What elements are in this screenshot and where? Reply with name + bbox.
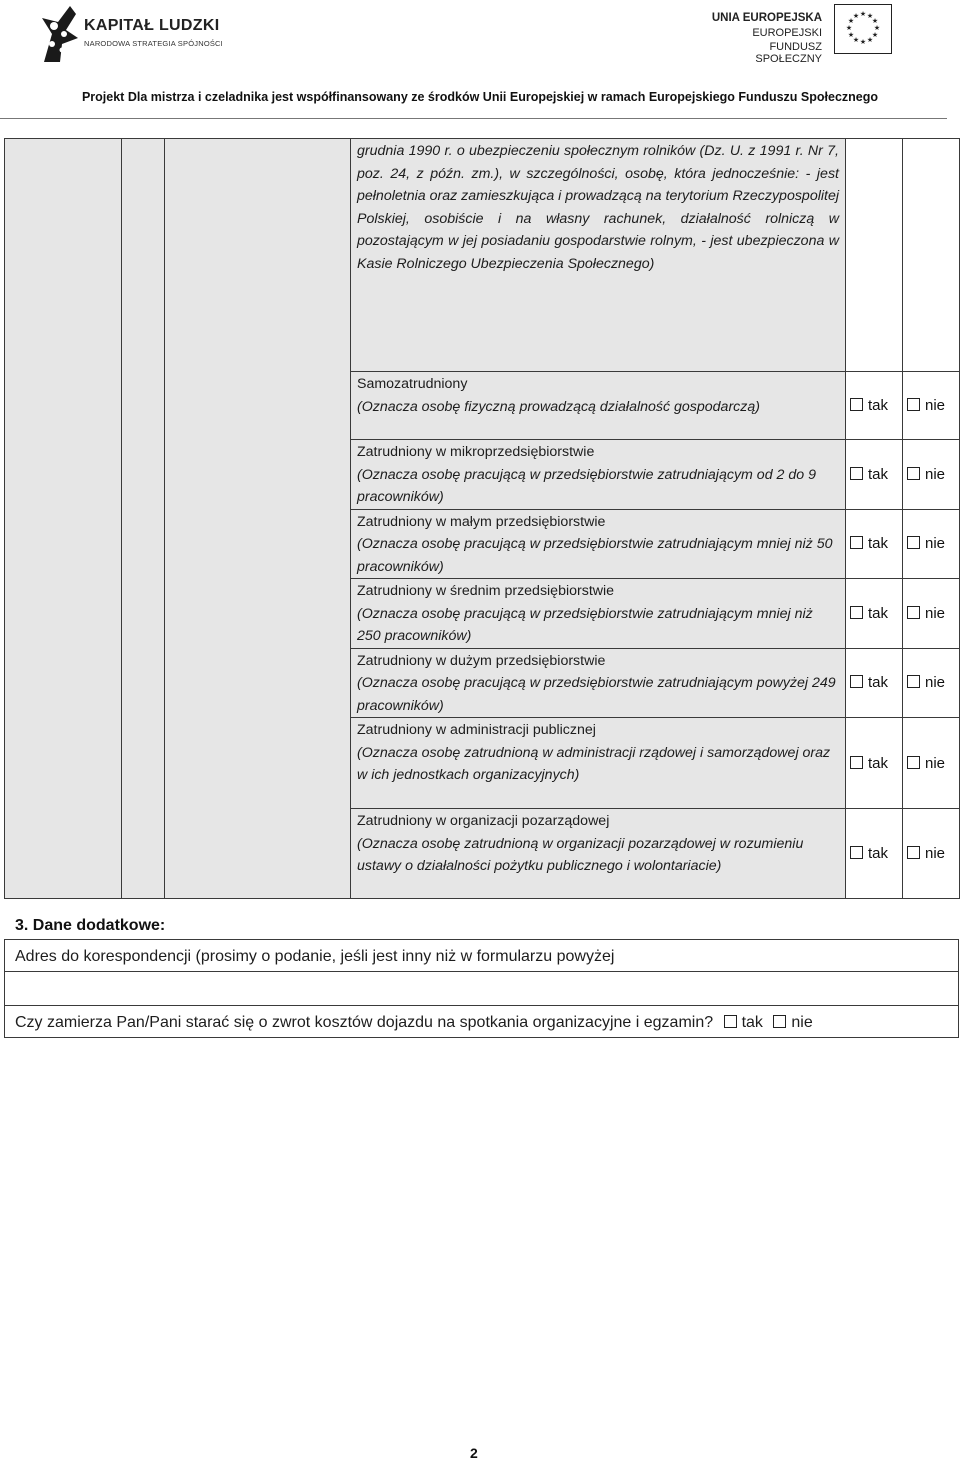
svg-text:★: ★: [871, 31, 879, 39]
option-description: (Oznacza osobę pracującą w przedsiębiorstwie zatrudniającym od 2 do 9 pracowników): [357, 466, 816, 505]
yes-label: tak: [868, 535, 889, 553]
option-description: (Oznacza osobę zatrudnioną w administracji rządowej i samorządowej oraz w ich jednostkach organizacyjnych): [357, 744, 831, 783]
no-option[interactable]: [903, 648, 960, 718]
category-cell: [165, 139, 351, 899]
option-label-cell: [351, 718, 846, 809]
checkbox-icon[interactable]: [907, 756, 920, 769]
svg-text:★: ★: [852, 12, 860, 20]
option-label-cell: [351, 372, 846, 440]
option-label-cell: [351, 648, 846, 718]
address-field[interactable]: [5, 972, 959, 1006]
option-title: Zatrudniony w średnim przedsiębiorstwie: [357, 583, 615, 599]
option-description: (Oznacza osobę zatrudnioną w organizacji pozarządowej w rozumieniu ustawy o działalności pożytku publicznego i wolontariacie): [357, 835, 804, 874]
travel-cost-question: Czy zamierza Pan/Pani starać się o zwrot kosztów dojazdu na spotkania organizacyjne i egzamin?: [15, 1013, 714, 1031]
yes-option[interactable]: [846, 440, 903, 510]
yes-label: tak: [868, 754, 889, 772]
checkbox-icon[interactable]: [907, 675, 920, 688]
option-title: Zatrudniony w dużym przedsiębiorstwie: [357, 652, 606, 669]
svg-text:★: ★: [847, 31, 855, 39]
no-label: nie: [925, 604, 946, 622]
checkbox-icon[interactable]: [850, 536, 863, 549]
option-description: (Oznacza osobę pracującą w przedsiębiorstwie zatrudniającym powyżej 249 pracowników): [357, 675, 836, 714]
no-label: nie: [925, 397, 946, 414]
checkbox-icon[interactable]: [850, 606, 863, 619]
svg-text:★: ★: [852, 36, 860, 44]
no-label: nie: [791, 1013, 813, 1031]
checkbox-icon[interactable]: [907, 536, 920, 549]
checkbox-icon[interactable]: [907, 398, 920, 411]
additional-data-table: [4, 939, 959, 1038]
continued-description-text: grudnia 1990 r. o ubezpieczeniu społecznym rolników (Dz. U. z 1991 r. Nr 7, poz. 24, z późn. zm.), w szczególności, osobę, która jednocześnie: - jest pełnoletnia oraz zamieszkująca i prowadzącą na terytorium Rzeczypospolitej Polskiej, osobiście i na własny rachunek, działalność rolniczą w pozostającym w jej posiadaniu gospodarstwie rolnym, - jest ubezpieczona w Kasie Rolniczego Ubezpieczenia Społecznego): [357, 143, 839, 272]
yes-label: tak: [741, 1013, 763, 1031]
empty-check-cell: [903, 139, 960, 372]
logo-subtitle: NARODOWA STRATEGIA SPÓJNOŚCI: [84, 39, 223, 48]
kapital-ludzki-emblem-icon: [40, 4, 80, 62]
eu-logo: [706, 4, 921, 65]
no-option[interactable]: [903, 718, 960, 809]
no-option[interactable]: [903, 579, 960, 649]
logo-title: KAPITAŁ LUDZKI: [84, 17, 220, 34]
section-title: 3. Dane dodatkowe:: [15, 917, 166, 934]
no-label: nie: [925, 465, 946, 483]
checkbox-icon[interactable]: [907, 467, 920, 480]
svg-text:★: ★: [859, 10, 867, 18]
checkbox-icon[interactable]: [724, 1015, 737, 1028]
row-number-cell: [5, 139, 122, 899]
option-title: Zatrudniony w mikroprzedsiębiorstwie: [357, 444, 595, 460]
address-label-cell: [5, 940, 959, 972]
eu-logo-line-1: UNIA EUROPEJSKA: [711, 12, 822, 24]
checkbox-icon[interactable]: [850, 398, 863, 411]
yes-option[interactable]: [846, 579, 903, 649]
blank-cell: [122, 139, 165, 899]
svg-text:★: ★: [873, 24, 881, 32]
option-title: Samozatrudniony: [357, 376, 468, 392]
no-label: nie: [925, 754, 946, 772]
yes-label: tak: [868, 465, 889, 483]
yes-option[interactable]: [846, 509, 903, 579]
svg-text:★: ★: [866, 36, 874, 44]
svg-text:★: ★: [845, 24, 853, 32]
option-label-cell: [351, 809, 846, 899]
checkbox-icon[interactable]: [850, 846, 863, 859]
empty-check-cell: [846, 139, 903, 372]
checkbox-icon[interactable]: [850, 756, 863, 769]
checkbox-icon[interactable]: [850, 675, 863, 688]
checkbox-icon[interactable]: [773, 1015, 786, 1028]
no-label: nie: [925, 535, 946, 553]
travel-cost-question-cell: [5, 1006, 959, 1038]
page-number: 2: [470, 1445, 478, 1461]
option-title: Zatrudniony w administracji publicznej: [357, 722, 596, 738]
checkbox-icon[interactable]: [850, 467, 863, 480]
yes-option[interactable]: [846, 718, 903, 809]
option-label-cell: [351, 579, 846, 649]
option-title: Zatrudniony w małym przedsiębiorstwie: [357, 513, 606, 530]
yes-label: tak: [868, 604, 889, 622]
yes-option[interactable]: [846, 372, 903, 440]
yes-option[interactable]: [846, 809, 903, 899]
no-option[interactable]: [903, 440, 960, 510]
no-label: nie: [925, 845, 946, 862]
yes-label: tak: [868, 845, 889, 862]
no-label: nie: [925, 674, 946, 692]
option-description: (Oznacza osobę fizyczną prowadzącą działalność gospodarczą): [357, 398, 760, 415]
employment-status-table: [4, 138, 960, 899]
yes-option[interactable]: [846, 648, 903, 718]
yes-label: tak: [868, 397, 889, 414]
checkbox-icon[interactable]: [907, 846, 920, 859]
eu-logo-line-2: EUROPEJSKI: [752, 27, 822, 39]
eu-logo-line-3: FUNDUSZ SPOŁECZNY: [755, 41, 822, 65]
eu-flag-icon: [834, 4, 892, 54]
svg-text:★: ★: [866, 12, 874, 20]
option-description: (Oznacza osobę pracującą w przedsiębiorstwie zatrudniającym mniej niż 250 pracowników): [357, 605, 813, 644]
svg-text:★: ★: [859, 38, 867, 46]
checkbox-icon[interactable]: [907, 606, 920, 619]
yes-label: tak: [868, 674, 889, 692]
option-title: Zatrudniony w organizacji pozarządowej: [357, 813, 610, 829]
option-label-cell: [351, 440, 846, 510]
header-divider: [0, 118, 947, 119]
no-option[interactable]: [903, 509, 960, 579]
option-label-cell: [351, 509, 846, 579]
no-option[interactable]: [903, 809, 960, 899]
project-cofinancing-statement: Projekt Dla mistrza i czeladnika jest współfinansowany ze środków Unii Europejskiej w ramach Europejskiego Funduszu Społecznego: [81, 90, 879, 104]
no-option[interactable]: [903, 372, 960, 440]
continued-description-cell: [351, 139, 846, 372]
option-description: (Oznacza osobę pracującą w przedsiębiorstwie zatrudniającym mniej niż 50 pracowników): [357, 536, 833, 575]
address-label: Adres do korespondencji (prosimy o podanie, jeśli jest inny niż w formularzu powyżej: [15, 947, 615, 965]
svg-text:★: ★: [847, 17, 855, 25]
svg-text:★: ★: [871, 17, 879, 25]
kapital-ludzki-logo: [40, 4, 260, 64]
